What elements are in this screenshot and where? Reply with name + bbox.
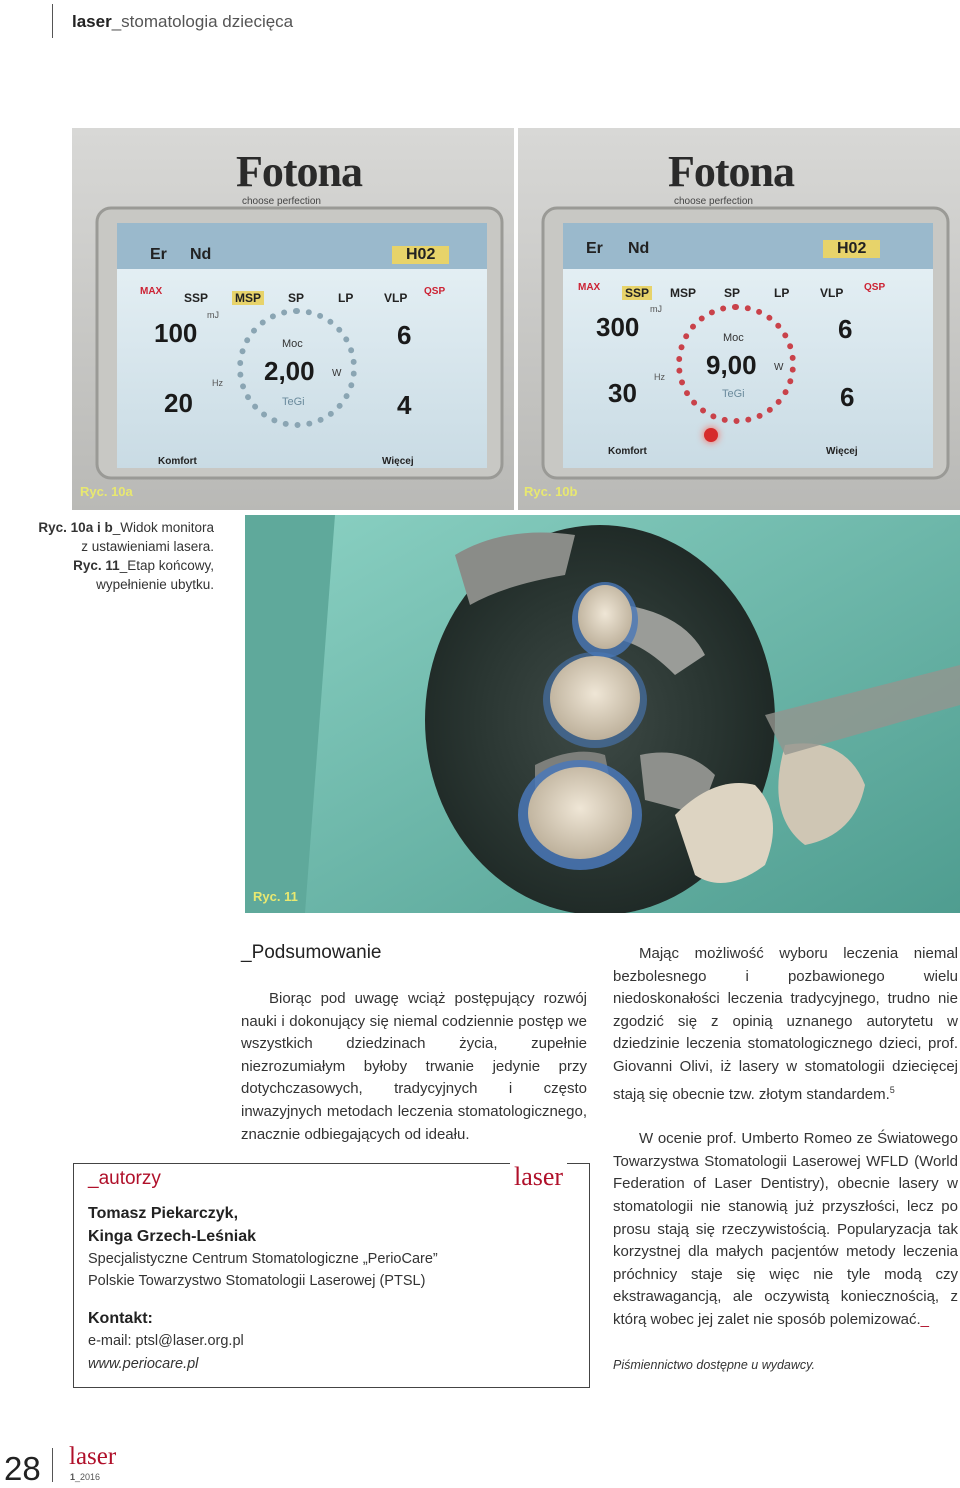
summary-right-column (613, 943, 958, 1376)
figure-11 (245, 515, 960, 913)
power-label: Moc (282, 338, 303, 350)
pulse-mode-sp: SP (288, 291, 305, 305)
footnote-ref: 5 (889, 1084, 895, 1095)
device-tagline: choose perfection (242, 196, 321, 207)
contact-email[interactable]: e-mail: ptsl@laser.org.pl (88, 1333, 244, 1349)
mode-nd-button: Nd (628, 240, 650, 257)
rate-value: 6 (838, 314, 853, 344)
contact-label: Kontakt: (88, 1310, 153, 1327)
qsp-button: QSP (864, 282, 886, 293)
energy-value: 300 (596, 312, 640, 342)
summary-left-column (241, 988, 587, 1146)
more-button: Więcej (826, 446, 858, 457)
device-brand: Fotona (668, 147, 794, 196)
device-brand: Fotona (236, 147, 362, 196)
authors-logo: laser (510, 1162, 567, 1192)
summary-right-paragraph-2-text: W ocenie prof. Umberto Romeo ze Światowego Towarzystwa Stomatologii Laserowej WFLD (World Federation of Laser Dentistry), obecnie lasery w stomatologii nie stanowią już przyszłości, lecz po prosu stają się rzeczywistością. Popularyzacja tak korzystnej dla małych pacjentów metody leczenia próchnicy staje się więc nie tyle modą czy ekstrawagancją, ale oczywistą koniecznością, z którą wobec jej zalet nie sposób polemizować. (613, 1130, 958, 1328)
footer-divider (52, 1448, 53, 1482)
caption-text-11: _Etap końcowy, (119, 558, 214, 573)
air-value: 6 (840, 382, 855, 412)
figure-10b (518, 128, 960, 510)
handpiece-label: H02 (392, 246, 449, 264)
mode-er-button: Er (586, 240, 603, 257)
tegi-label: TeGi (722, 388, 745, 400)
rate-unit: Hz (212, 378, 223, 388)
figure-caption (0, 518, 214, 594)
pulse-mode-msp: MSP (670, 286, 697, 300)
pulse-mode-sp: SP (724, 286, 741, 300)
rate-unit: Hz (654, 372, 665, 382)
pulse-mode-ssp: SSP (184, 291, 209, 305)
references-note: Piśmiennictwo dostępne u wydawcy. (613, 1357, 815, 1372)
figure-10b-label: Ryc. 10b (524, 484, 578, 499)
energy-unit: mJ (207, 310, 219, 320)
footer-brand: laser (69, 1443, 117, 1470)
power-value: 9,00 (706, 350, 757, 380)
power-label: Moc (723, 332, 744, 344)
end-mark: _ (920, 1310, 930, 1328)
footer-issue-number: 1 (70, 1472, 76, 1482)
caption-line-2: z ustawieniami lasera. (81, 539, 214, 554)
header-section: _stomatologia dziecięca (111, 12, 294, 31)
comfort-button: Komfort (158, 456, 197, 467)
power-unit: W (774, 362, 784, 373)
pulse-mode-ssp: SSP (622, 286, 652, 300)
author-org-1: Specjalistyczne Centrum Stomatologiczne „PerioCare” (88, 1251, 438, 1267)
authors-title: _autorzy (88, 1168, 161, 1189)
figure-11-label: Ryc. 11 (253, 889, 298, 904)
summary-left-paragraph: Biorąc pod uwagę wciąż postępujący rozwój nauki i dokonujący się niemal codziennie postęp we wszystkich dziedzinach życia, zupełnie niezrozumiałym byłoby trwanie jedynie przy dotychczasowych, tradycyjnych i często inwazyjnych metodach leczenia stomatologicznego, znacznie odbiegających od ideału. (241, 990, 587, 1143)
summary-right-paragraph-1 (613, 943, 958, 1106)
figure-10a-label: Ryc. 10a (80, 484, 133, 499)
power-value: 2,00 (264, 356, 315, 386)
author-org-2: Polskie Towarzystwo Stomatologii Laserowej (PTSL) (88, 1273, 426, 1289)
author-name-2: Kinga Grzech-Leśniak (88, 1228, 257, 1245)
mode-nd-button: Nd (190, 246, 212, 263)
caption-ref-10: Ryc. 10a i b (38, 520, 113, 535)
energy-value: 100 (154, 318, 198, 348)
author-name-1: Tomasz Piekarczyk, (88, 1205, 239, 1222)
header-brand: laser (72, 12, 112, 31)
header-title (72, 12, 293, 32)
pulse-mode-msp: MSP (232, 291, 264, 305)
pulse-mode-lp: LP (774, 286, 790, 300)
energy-unit: mJ (650, 304, 662, 314)
caption-ref-11: Ryc. 11 (73, 558, 120, 573)
dental-photo-11 (245, 515, 960, 913)
summary-title: _Podsumowanie (241, 942, 382, 963)
page-number: 28 (4, 1450, 41, 1487)
pulse-mode-vlp: VLP (820, 286, 844, 300)
caption-line-4: wypełnienie ubytku. (96, 577, 214, 592)
laser-indicator (704, 428, 718, 442)
more-button: Więcej (382, 456, 414, 467)
qsp-button: QSP (424, 286, 446, 297)
power-unit: W (332, 368, 342, 379)
water-value: 30 (608, 378, 637, 408)
caption-text-10: _Widok monitora (112, 520, 214, 535)
header-divider (52, 4, 53, 38)
summary-right-paragraph-1-text: Mając możliwość wyboru leczenia niemal bezbolesnego i pozbawionego wielu niedoskonałości leczenia tradycyjnego, trudno nie zgodzić się z opinią uznanego autorytetu w dziedzinie leczenia stomatologicznego dzieci, prof. Giovanni Olivi, iż lasery w stomatologii dziecięcej stają się obecnie tzw. złotym standardem. (613, 945, 958, 1103)
comfort-button: Komfort (608, 446, 647, 457)
water-value: 20 (164, 388, 193, 418)
pulse-mode-lp: LP (338, 291, 354, 305)
mode-er-button: Er (150, 246, 167, 263)
pulse-mode-vlp: VLP (384, 291, 408, 305)
contact-website[interactable]: www.periocare.pl (88, 1356, 199, 1372)
summary-right-paragraph-2 (613, 1128, 958, 1331)
max-button: MAX (578, 282, 601, 293)
device-tagline: choose perfection (674, 196, 753, 207)
air-value: 4 (397, 390, 412, 420)
handpiece-label: H02 (823, 240, 880, 258)
max-button: MAX (140, 286, 163, 297)
footer-issue (70, 1472, 100, 1482)
tegi-label: TeGi (282, 396, 305, 408)
figure-10a (72, 128, 514, 510)
rate-value: 6 (397, 320, 412, 350)
footer-issue-year: _2016 (75, 1472, 101, 1482)
